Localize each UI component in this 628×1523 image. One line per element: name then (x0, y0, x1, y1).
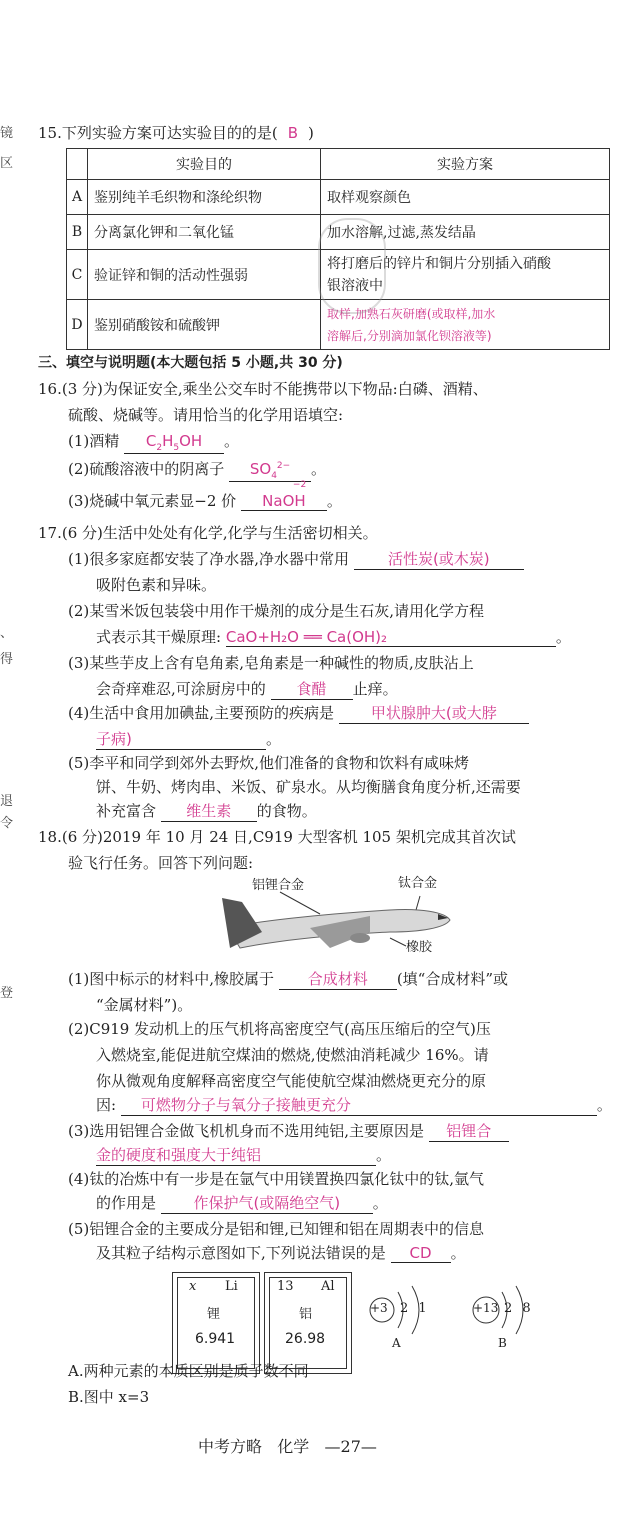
q17-sub4b: 子病) 。 (96, 730, 282, 748)
q18-sub2a: (2)C919 发动机上的压气机将高密度空气(高压压缩后的空气)压 (68, 1020, 491, 1038)
q17-sub1b: 吸附色素和异味。 (96, 576, 217, 594)
q18-sub4a: (4)钛的冶炼中有一步是在氩气中用镁置换四氯化钛中的钛,氩气 (68, 1170, 485, 1188)
margin-char: 令 (0, 816, 14, 831)
q18-sub2d: 因: 可燃物分子与氧分子接触更充分 。 (96, 1096, 612, 1114)
q17-sub4a: (4)生活中食用加碘盐,主要预防的疾病是 甲状腺肿大(或大脖 (68, 702, 529, 724)
label-ti-alloy: 钛合金 (398, 876, 438, 891)
element-card-li: x Li 锂 6.941 (172, 1272, 260, 1374)
q18-sub3a: (3)选用铝锂合金做飞机机身而不选用纯铝,主要原因是 铝锂合 (68, 1120, 509, 1142)
section-title: 三、填空与说明题(本大题包括 5 小题,共 30 分) (38, 355, 343, 371)
q18-option-a: A.两种元素的本质区别是质子数不同 (68, 1362, 309, 1380)
stamp-mark (318, 218, 386, 314)
q16-sub3: (3)烧碱中氧元素显−2 价 NaOH −2 。 (68, 480, 342, 510)
q15-stem: 15.下列实验方案可达实验目的的是( B ) (38, 124, 314, 142)
element-card-al: 13 Al 铝 26.98 (264, 1272, 352, 1374)
q17-sub3a: (3)某些芋皮上含有皂角素,皂角素是一种碱性的物质,皮肤沾上 (68, 654, 474, 672)
label-al-li-alloy: 铝锂合金 (252, 878, 305, 893)
q18-sub5b: 及其粒子结构示意图如下,下列说法错误的是 CD 。 (96, 1244, 466, 1262)
q18-option-b: B.图中 x=3 (68, 1388, 150, 1406)
table-row: D 鉴别硝酸铵和硫酸钾 取样,加熟石灰研磨(或取样,加水 溶解后,分别滴加氯化钡溶液等) (67, 300, 610, 350)
atom-structure-a: +3 2 1 A (366, 1272, 446, 1352)
q16-sub2: (2)硫酸溶液中的阴离子 $SO_4^{2-}$ 。 (68, 460, 327, 481)
label-rubber: 橡胶 (406, 940, 433, 955)
q16-sub1: (1)酒精 $C_2H_5OH$ 。 (68, 432, 240, 453)
q17-sub3b: 会奇痒难忍,可涂厨房中的 食醋 止痒。 (96, 680, 398, 698)
table-row: B 分离氯化钾和二氧化锰 加水溶解,过滤,蒸发结晶 (67, 215, 610, 250)
table-header-plan: 实验方案 (321, 149, 610, 180)
q18-sub5a: (5)铝锂合金的主要成分是铝和锂,已知锂和铝在周期表中的信息 (68, 1220, 485, 1238)
q18-line1: 18.(6 分)2019 年 10 月 24 日,C919 大型客机 105 架机完成其首次试 (38, 828, 516, 846)
margin-char: 、 (0, 626, 14, 641)
q17-sub5c: 补充富含 维生素 的食物。 (96, 802, 317, 820)
q18-line2: 验飞行任务。回答下列问题: (68, 854, 254, 872)
q17-sub5a: (5)李平和同学到郊外去野炊,他们准备的食物和饮料有咸味烤 (68, 754, 470, 772)
table-header-goal: 实验目的 (88, 149, 321, 180)
q18-sub2c: 你从微观角度解释高密度空气能使航空煤油燃烧更充分的原 (96, 1072, 487, 1090)
table-row: C 验证锌和铜的活动性强弱 将打磨后的锌片和铜片分别插入硝酸 银溶液中 (67, 250, 610, 300)
margin-char: 得 (0, 652, 14, 667)
q18-sub1c: “金属材料”)。 (96, 996, 193, 1014)
margin-char: 退 (0, 794, 14, 809)
margin-char: 登 (0, 986, 14, 1001)
q17-sub5b: 饼、牛奶、烤肉串、米饭、矿泉水。从均衡膳食角度分析,还需要 (96, 778, 521, 796)
q16-line2: 硫酸、烧碱等。请用恰当的化学用语填空: (68, 406, 344, 424)
atom-structure-b: +13 2 8 B (470, 1272, 550, 1352)
airplane-figure (220, 888, 460, 958)
q17-sub2a: (2)某雪米饭包装袋中用作干燥剂的成分是生石灰,请用化学方程 (68, 602, 485, 620)
q17-sub1: (1)很多家庭都安装了净水器,净水器中常用 活性炭(或木炭) (68, 548, 524, 570)
margin-char: 镜 (0, 126, 14, 141)
margin-char: 区 (0, 156, 14, 171)
q18-sub4b: 的作用是 作保护气(或隔绝空气) 。 (96, 1194, 388, 1212)
q18-sub2b: 入燃烧室,能促进航空煤油的燃烧,使燃油消耗减少 16%。请 (96, 1046, 489, 1064)
q17-sub2b: 式表示其干燥原理: CaO+H₂O ══ Ca(OH)₂ 。 (96, 628, 571, 646)
table-row: A 鉴别纯羊毛织物和涤纶织物 取样观察颜色 (67, 180, 610, 215)
q18-sub3b: 金的硬度和强度大于纯铝 。 (96, 1146, 392, 1164)
q18-sub1: (1)图中标示的材料中,橡胶属于 合成材料 (填“合成材料”或 (68, 970, 509, 988)
q17-line1: 17.(6 分)生活中处处有化学,化学与生活密切相关。 (38, 524, 378, 542)
q16-line1: 16.(3 分)为保证安全,乘坐公交车时不能携带以下物品:白磷、酒精、 (38, 380, 488, 398)
page-footer: 中考方略 化学 —27— (198, 1437, 377, 1456)
